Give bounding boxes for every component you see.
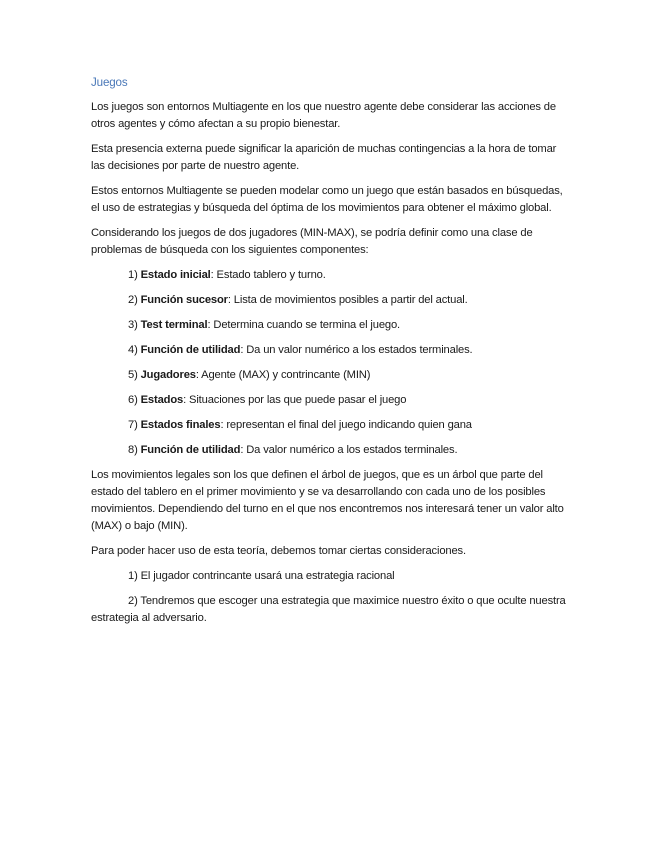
paragraph: Los movimientos legales son los que definen el árbol de juegos, que es un árbol que parte del estado del tablero en el primer movimiento y se va desarrollando con cada uno de los posibles movimientos. Dependiendo del turno en el que nos encontremos nos interesará tener un valor alto (MAX) o bajo (MIN). — [91, 469, 564, 532]
item-description: : Estado tablero y turno. — [210, 269, 326, 281]
considerations-list — [91, 568, 569, 627]
item-number: 8) — [128, 444, 141, 456]
item-number: 2) — [128, 294, 141, 306]
item-number: 3) — [128, 319, 141, 331]
document-page — [91, 74, 569, 635]
list-item — [91, 417, 569, 434]
list-item: 2) Tendremos que escoger una estrategia que maximice nuestro éxito o que oculte nuestra estrategia al adversario. — [91, 595, 566, 624]
list-item: 1) El jugador contrincante usará una estrategia racional — [128, 570, 395, 582]
item-term: Función de utilidad — [140, 444, 241, 456]
components-list — [91, 267, 569, 459]
item-description: : Da un valor numérico a los estados terminales. — [240, 344, 473, 356]
item-description: : Da valor numérico a los estados terminales. — [240, 444, 458, 456]
item-number: 7) — [128, 419, 141, 431]
paragraph: Los juegos son entornos Multiagente en los que nuestro agente debe considerar las acciones de otros agentes y cómo afectan a su propio bienestar. — [91, 101, 556, 130]
item-number: 4) — [128, 344, 141, 356]
item-term: Estados finales — [140, 419, 221, 431]
item-number: 6) — [128, 394, 141, 406]
item-term: Jugadores — [140, 369, 196, 381]
list-item — [91, 267, 569, 284]
paragraph: Considerando los juegos de dos jugadores (MIN-MAX), se podría definir como una clase de problemas de búsqueda con los siguientes componentes: — [91, 227, 533, 256]
list-item — [91, 442, 569, 459]
paragraph: Esta presencia externa puede significar la aparición de muchas contingencias a la hora de tomar las decisiones por parte de nuestro agente. — [91, 143, 557, 172]
item-description: : Agente (MAX) y contrincante (MIN) — [195, 369, 371, 381]
list-item — [91, 392, 569, 409]
item-term: Función sucesor — [140, 294, 228, 306]
item-term: Función de utilidad — [140, 344, 241, 356]
list-item — [91, 292, 569, 309]
list-item — [91, 317, 569, 334]
paragraph: Estos entornos Multiagente se pueden modelar como un juego que están basados en búsquedas, el uso de estrategias y búsqueda del óptima de los movimientos para obtener el máximo global. — [91, 185, 563, 214]
item-description: : Situaciones por las que puede pasar el juego — [183, 394, 407, 406]
item-number: 1) — [128, 269, 141, 281]
list-item — [91, 342, 569, 359]
item-number: 5) — [128, 369, 141, 381]
item-description: : Lista de movimientos posibles a partir del actual. — [227, 294, 468, 306]
section-heading: Juegos — [91, 76, 128, 89]
item-term: Estado inicial — [140, 269, 211, 281]
item-term: Test terminal — [140, 319, 208, 331]
paragraph: Para poder hacer uso de esta teoría, debemos tomar ciertas consideraciones. — [91, 545, 466, 557]
list-item — [91, 367, 569, 384]
item-description: : representan el final del juego indicando quien gana — [220, 419, 472, 431]
item-description: : Determina cuando se termina el juego. — [207, 319, 400, 331]
item-term: Estados — [140, 394, 184, 406]
